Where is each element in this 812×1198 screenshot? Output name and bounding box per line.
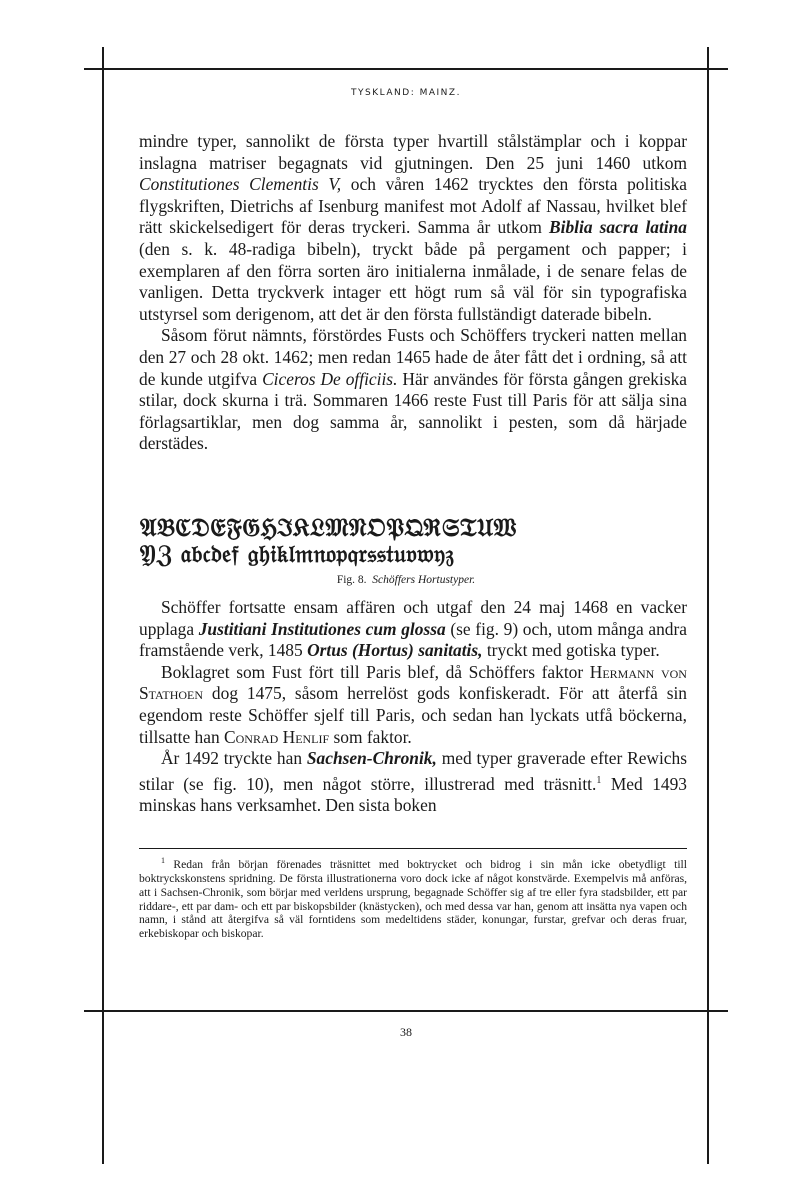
paragraph-2: Såsom förut nämnts, förstördes Fusts och Schöffers tryckeri natten mellan den 27 och 28 okt. 1462; men redan 1465 hade de åter fått det i ordning, så att de kunde utgifva Ciceros De officiis. Här användes för första gången grekiska stilar, dock skurna i trä. Sommaren 1466 reste Fust till Paris för att sälja sina förlagsartiklar, men dog samma år, sannolikt i pesten, som då härjade derstädes. (139, 325, 688, 454)
paragraph-1: mindre typer, sannolikt de första typer hvartill stålstämplar och i koppar inslagna matriser begagnats vid gjutningen. Den 25 juni 1460 utkom Constitutiones Clementis V, och våren 1462 trycktes den första politiska flygskriften, Dietrichs af Isenburg manifest mot Adolf af Nassau, hvilket blef rätt skickelsedigert för deras tryckeri. Samma år utkom Biblia sacra latina (den s. k. 48-radiga bibeln), tryckt både på pergament och papper; i exemplaren af den förra sorten äro initialerna inmålade, i de senare felas de vanligen. Detta tryckverk intager ett högt rum så väl för sin typografiska utstyrsel som derigenom, att det är den första fullständigt daterade bibeln. (139, 131, 687, 324)
figure-8-typeface-specimen (140, 515, 685, 567)
footnote: $^1$ Redan från början förenades träsnittet med boktrycket och bidrog i sin mån icke obetydligt till boktryckskonstens spridning. De första illustrationerna voro dock icke af något konstvärde. Exempelvis må anföras, att i Sachsen-Chronik, som börjar med verldens ursprung, begagnade Schöffer sig af tre eller fyra stadsbilder, ett par riddare-, ett par dam- och ett par biskopsbilder (knästycken), och med dessa var han, genom att insätta nya vapen och namn, i stånd att återgifva så väl forntidens som medeltidens städer, konungar, furstar, grefvar och deras fruar, erkebiskopar och biskopar. (139, 856, 687, 941)
fraktur-uppercase-row: 𝔄𝔅ℭ𝔇𝔈𝔉𝔊ℌℑ𝔎𝔏𝔐𝔑𝔒𝔓𝔔ℜ𝔖𝔗𝔘𝔚 (140, 515, 517, 541)
text-block-upper (139, 131, 687, 455)
paragraph-3: Schöffer fortsatte ensam affären och utgaf den 24 maj 1468 en vacker upplaga Justitiani Institutiones cum glossa (se fig. 9) och, utom många andra framstående verk, 1485 Ortus (Hortus) sanitatis, tryckt med gotiska typer. (139, 597, 688, 661)
footnote-mark: 1 (161, 856, 165, 865)
figure-caption-text: Schöffers Hortustyper. (372, 574, 476, 586)
paragraph-5: År 1492 tryckte han Sachsen-Chronik, med typer graverade efter Rewichs stilar (se fig. 10), men något större, illustrerad med träsnitt.$^1$ Med 1493 minskas hans verksamhet. Den sista boken (139, 748, 687, 816)
frame-left-line (102, 47, 104, 1164)
text-block-lower (139, 597, 687, 817)
footnote-divider (139, 848, 687, 849)
running-header: TYSKLAND: MAINZ. (351, 88, 461, 98)
figure-caption (0, 574, 812, 586)
frame-right-line (707, 47, 709, 1164)
page-number: 38 (400, 1025, 412, 1039)
figure-label: Fig. 8. (336, 574, 367, 586)
fraktur-lowercase-row: 𝔜ℨ 𝔞𝔟𝔠𝔡𝔢𝔣 𝔤𝔥𝔦𝔨𝔩𝔪𝔫𝔬𝔭𝔮𝔯𝔰𝔰𝔱𝔲𝔳𝔴𝔶𝔷 (140, 541, 455, 567)
frame-top-line (84, 68, 728, 70)
paragraph-4: Boklagret som Fust fört till Paris blef, då Schöffers faktor Hermann von Stathoen dog 1475, såsom herrelöst gods konfiskeradt. För att återfå sin egendom reste Schöffer sjelf till Paris, och sedan han lyckats utfå böckerna, tillsatte han Conrad Henlif som faktor. (139, 661, 687, 747)
frame-bottom-line (84, 1010, 728, 1012)
footnote-reference: 1 (596, 774, 602, 786)
